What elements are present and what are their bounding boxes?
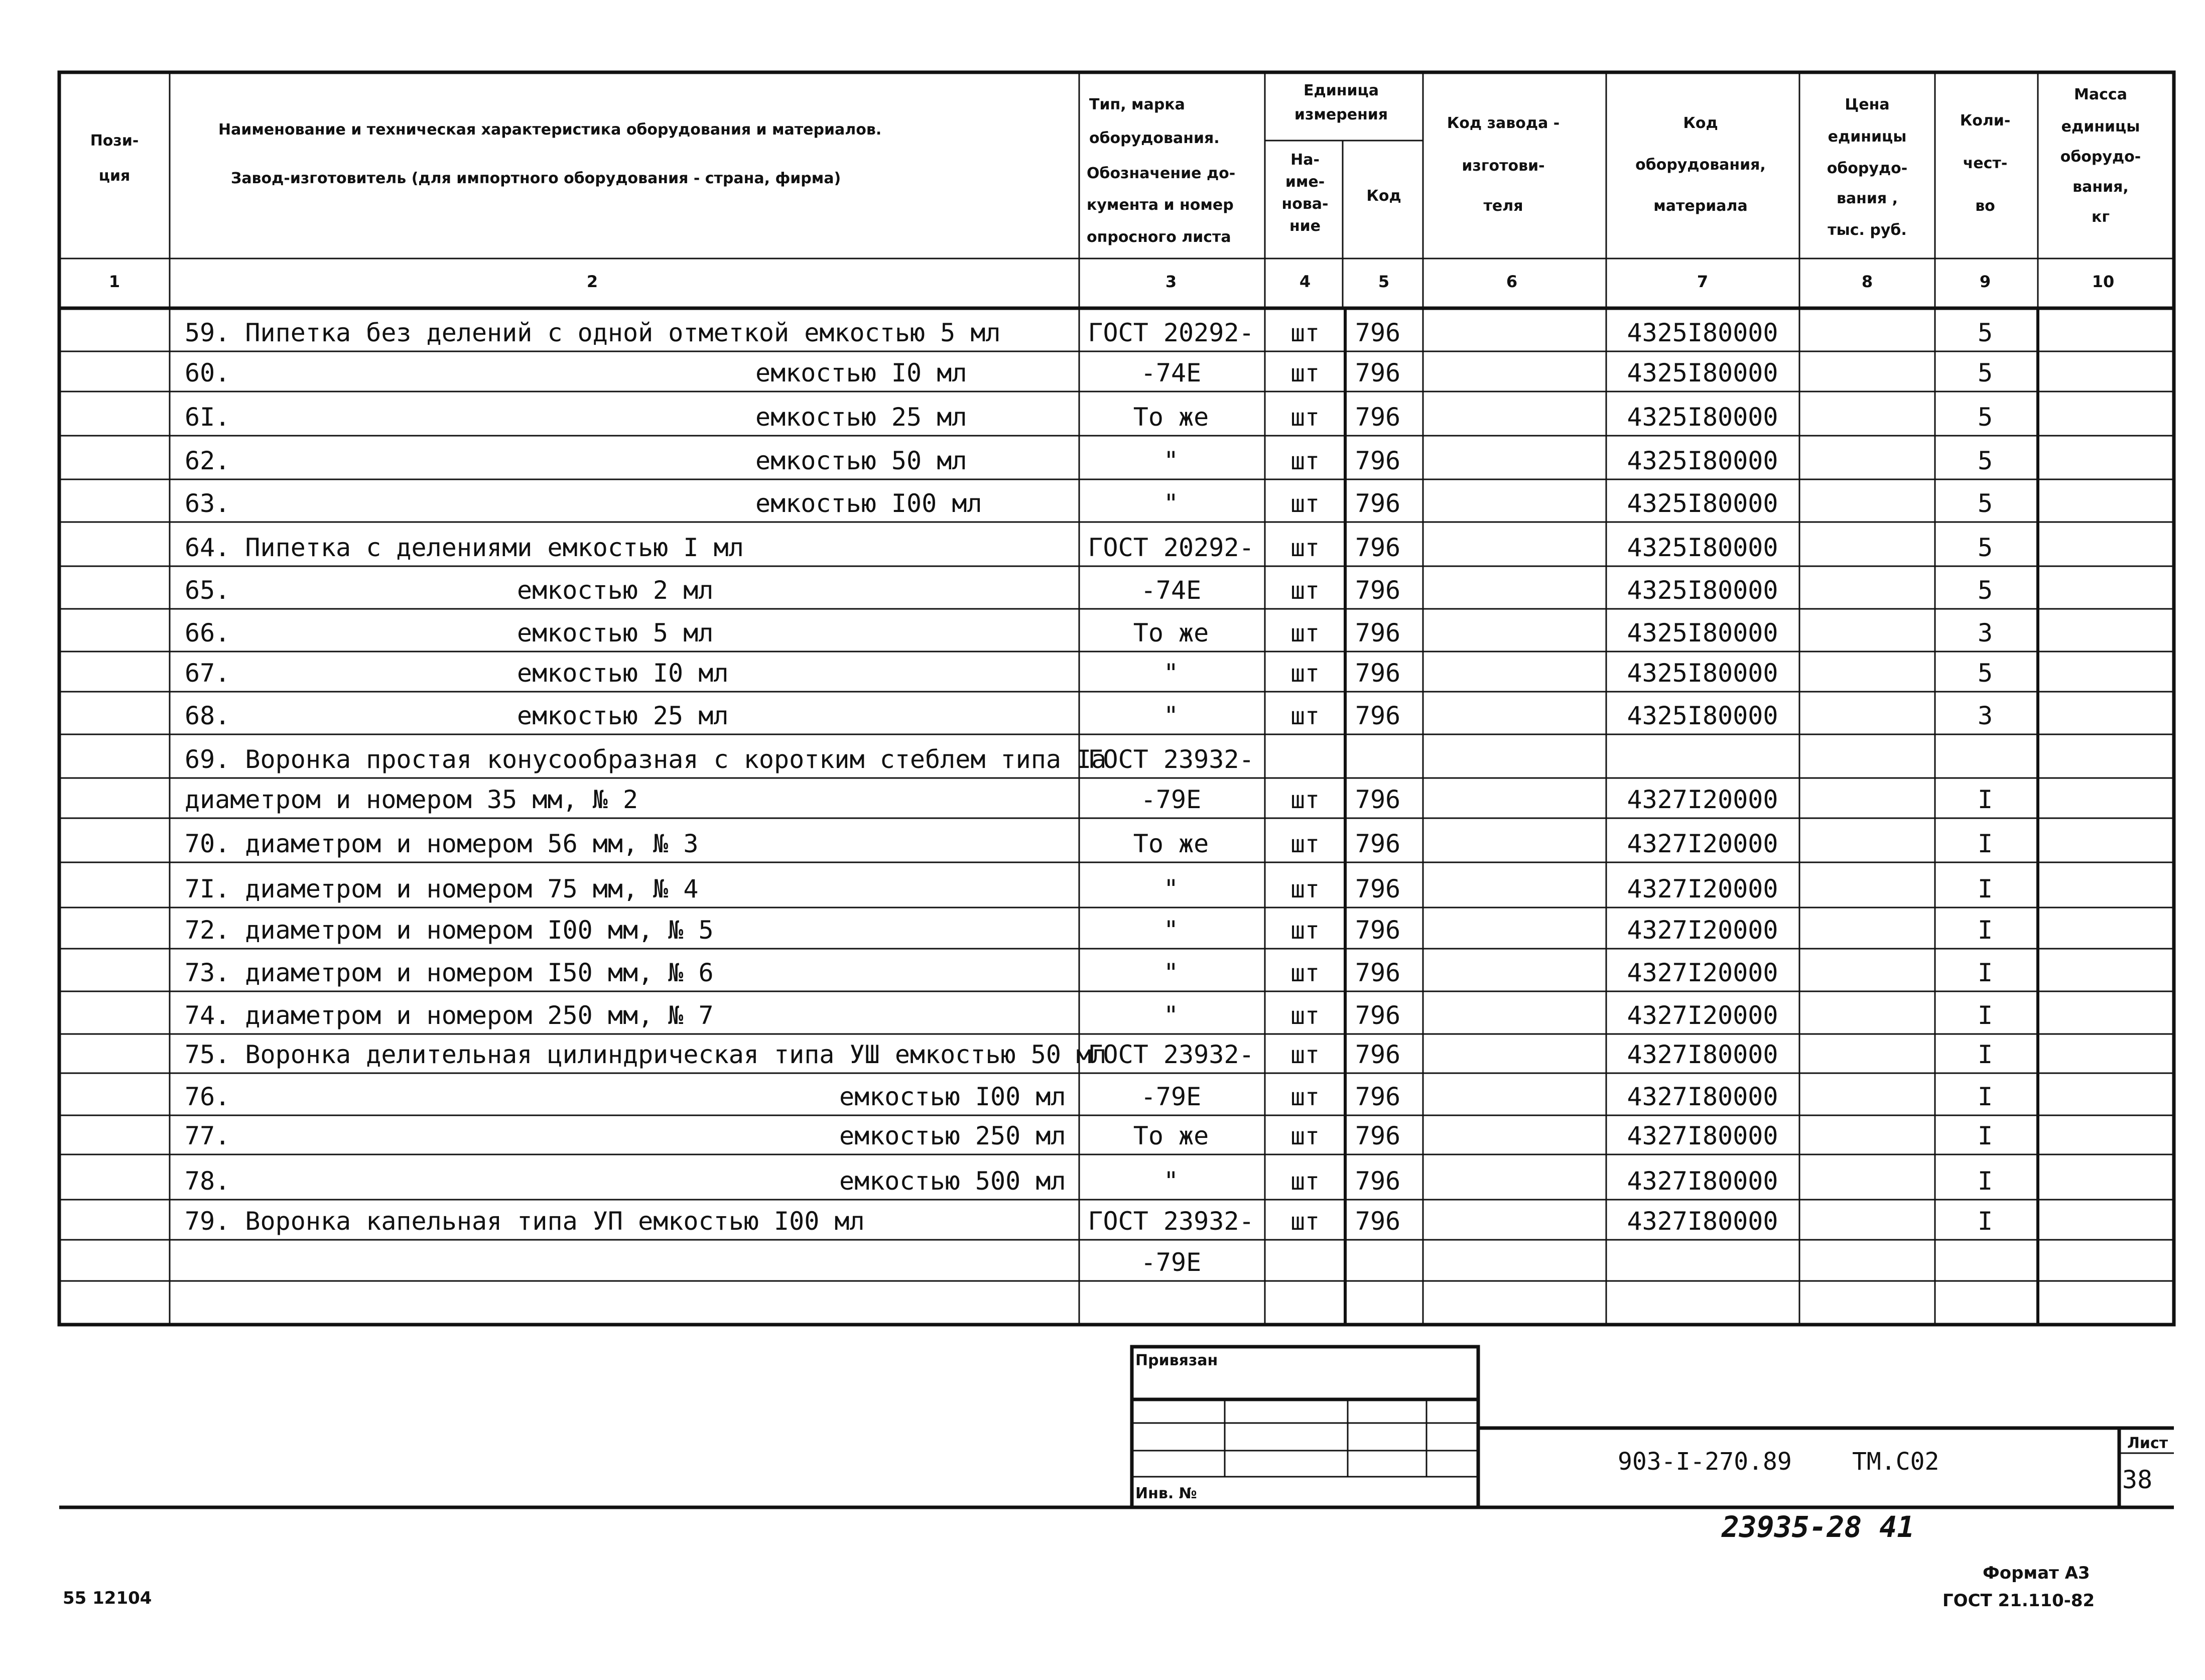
item-unit: шт: [1290, 1002, 1320, 1030]
item-name-detail: емкостью 5 мл: [517, 618, 714, 648]
hdr-col6-l1: Код завода -: [1447, 114, 1560, 132]
table-row: [59, 734, 2174, 774]
item-unit: шт: [1290, 359, 1320, 387]
item-material-code: 4325I80000: [1627, 318, 1778, 347]
item-quantity: I: [1977, 1207, 1993, 1236]
hdr-col3-l3: Обозначение до-: [1087, 165, 1236, 182]
table-row: [59, 949, 2174, 987]
table-row: [59, 908, 2174, 945]
item-unit: шт: [1290, 319, 1320, 347]
item-name: 64. Пипетка с делениями емкостью I мл: [185, 533, 744, 562]
hdr-col10-l3: оборудо-: [2060, 148, 2141, 166]
item-unit-code: 796: [1355, 1082, 1401, 1111]
item-name: 75. Воронка делительная цилиндрическая типа УШ емкостью 50 мл: [185, 1040, 1107, 1069]
hdr-col8-l5: тыс. руб.: [1828, 221, 1907, 239]
item-name: 74. диаметром и номером 250 мм, № 7: [185, 1001, 714, 1030]
item-material-code: 4325I80000: [1627, 701, 1778, 730]
item-name-detail: емкостью 500 мл: [839, 1167, 1066, 1196]
document-code: 903-I-270.89: [1618, 1448, 1792, 1476]
hdr-col4-l2: име-: [1285, 173, 1325, 191]
item-quantity: I: [1977, 874, 1993, 903]
item-unit: шт: [1290, 534, 1320, 562]
item-unit: шт: [1290, 959, 1320, 987]
item-document: ГОСТ 20292-: [1088, 533, 1254, 562]
item-unit: шт: [1290, 702, 1320, 730]
item-name-detail: емкостью 25 мл: [517, 701, 729, 730]
item-quantity: I: [1977, 1121, 1993, 1150]
item-material-code: 4325I80000: [1627, 403, 1778, 432]
item-unit: шт: [1290, 875, 1320, 903]
table-row: [59, 1200, 2174, 1236]
col-number: 7: [1697, 272, 1709, 291]
hdr-col5: Код: [1366, 187, 1401, 205]
item-unit: шт: [1290, 404, 1320, 432]
item-material-code: 4325I80000: [1627, 618, 1778, 648]
hdr-unit-l1: Единица: [1304, 82, 1379, 99]
item-unit-code: 796: [1355, 1207, 1401, 1236]
item-name: 65.: [185, 576, 230, 605]
hdr-col3-l4: кумента и номер: [1087, 196, 1234, 214]
item-quantity: 5: [1977, 659, 1993, 688]
item-unit: шт: [1290, 660, 1320, 688]
item-unit: шт: [1290, 577, 1320, 605]
table-row: [185, 318, 1993, 347]
item-document: То же: [1133, 618, 1209, 648]
item-quantity: I: [1977, 829, 1993, 858]
item-quantity: 5: [1977, 318, 1993, 347]
item-name: 6I.: [185, 403, 230, 432]
hdr-col7-l3: материала: [1653, 197, 1748, 215]
item-unit-code: 796: [1355, 874, 1401, 903]
hdr-col8-l3: оборудо-: [1827, 160, 1908, 177]
item-name: 69. Воронка простая конусообразная с коротким стеблем типа Iа: [185, 745, 1107, 774]
item-name: 59. Пипетка без делений с одной отметкой емкостью 5 мл: [185, 318, 1001, 347]
item-quantity: I: [1977, 1082, 1993, 1111]
table-row: [59, 1240, 2174, 1277]
item-unit: шт: [1290, 619, 1320, 648]
item-quantity: 5: [1977, 358, 1993, 387]
item-unit: шт: [1290, 1041, 1320, 1069]
col-number: 1: [108, 272, 120, 291]
hdr-col2-l1: Наименование и техническая характеристика оборудования и материалов.: [218, 121, 882, 139]
table-header: [90, 82, 2141, 246]
item-document: -79Е: [1140, 785, 1202, 814]
item-name-detail: емкостью I00 мл: [755, 489, 982, 518]
item-unit-code: 796: [1355, 1167, 1401, 1196]
sheet-number: 38: [2122, 1465, 2153, 1494]
item-material-code: 4327I20000: [1627, 874, 1778, 903]
item-document: -79Е: [1140, 1248, 1202, 1277]
item-unit: шт: [1290, 830, 1320, 858]
item-document: ГОСТ 23932-: [1088, 745, 1254, 774]
item-document: То же: [1133, 403, 1209, 432]
item-unit: шт: [1290, 1083, 1320, 1111]
item-document: -74Е: [1140, 358, 1202, 387]
hdr-col10-l1: Масса: [2074, 86, 2127, 103]
item-name: 7I. диаметром и номером 75 мм, № 4: [185, 874, 699, 903]
table-grid: [59, 72, 2174, 1325]
hdr-col8-l1: Цена: [1845, 96, 1890, 113]
item-document: ГОСТ 23932-: [1088, 1207, 1254, 1236]
table-row: [59, 522, 2174, 562]
item-quantity: 3: [1977, 618, 1993, 648]
item-name: 72. диаметром и номером I00 мм, № 5: [185, 916, 714, 945]
item-unit-code: 796: [1355, 318, 1401, 347]
item-document: ": [1163, 1167, 1179, 1196]
item-quantity: 5: [1977, 533, 1993, 562]
item-unit-code: 796: [1355, 489, 1401, 518]
item-unit: шт: [1290, 917, 1320, 945]
handwritten-archive-number: 23935-28 41: [1722, 1510, 1915, 1544]
hdr-col8-l2: единицы: [1828, 128, 1907, 146]
item-material-code: 4327I80000: [1627, 1040, 1778, 1069]
item-quantity: 5: [1977, 489, 1993, 518]
item-material-code: 4327I20000: [1627, 829, 1778, 858]
item-document: ": [1163, 874, 1179, 903]
item-name: 67.: [185, 659, 230, 688]
item-material-code: 4325I80000: [1627, 489, 1778, 518]
item-material-code: 4327I20000: [1627, 916, 1778, 945]
item-unit-code: 796: [1355, 446, 1401, 475]
item-quantity: I: [1977, 1001, 1993, 1030]
item-unit: шт: [1290, 490, 1320, 518]
item-name: 62.: [185, 446, 230, 475]
item-name-detail: емкостью 25 мл: [755, 403, 967, 432]
item-quantity: 5: [1977, 576, 1993, 605]
item-material-code: 4325I80000: [1627, 358, 1778, 387]
hdr-col7-l1: Код: [1683, 114, 1718, 132]
item-name-detail: емкостью 50 мл: [755, 446, 967, 475]
item-unit-code: 796: [1355, 916, 1401, 945]
sheet-label: Лист: [2127, 1435, 2168, 1452]
hdr-col10-l5: кг: [2091, 208, 2110, 226]
table-row: [59, 862, 2174, 903]
item-material-code: 4325I80000: [1627, 533, 1778, 562]
table-row: [59, 1115, 2174, 1150]
table-row: [59, 436, 2174, 475]
item-unit: шт: [1290, 1208, 1320, 1236]
item-unit-code: 796: [1355, 533, 1401, 562]
item-document: ": [1163, 489, 1179, 518]
item-name: 78.: [185, 1167, 230, 1196]
item-name-detail: емкостью I0 мл: [517, 659, 729, 688]
item-name-detail: емкостью 250 мл: [839, 1121, 1066, 1150]
hdr-col3-l5: опросного листа: [1087, 228, 1231, 246]
table-row: [59, 991, 2174, 1030]
format-label: Формат А3: [1983, 1563, 2090, 1583]
item-material-code: 4327I80000: [1627, 1082, 1778, 1111]
item-document: ": [1163, 446, 1179, 475]
item-name-detail: емкостью 2 мл: [517, 576, 714, 605]
item-document: То же: [1133, 829, 1209, 858]
hdr-col4-l1: На-: [1290, 151, 1320, 169]
item-unit-code: 796: [1355, 1121, 1401, 1150]
hdr-col10-l2: единицы: [2061, 118, 2140, 136]
item-name: диаметром и номером 35 мм, № 2: [185, 785, 638, 814]
item-document: ": [1163, 916, 1179, 945]
item-unit-code: 796: [1355, 576, 1401, 605]
item-name: 66.: [185, 618, 230, 648]
item-unit-code: 796: [1355, 358, 1401, 387]
table-row: [59, 1034, 2174, 1069]
col-number: 2: [586, 272, 598, 291]
item-unit-code: 796: [1355, 785, 1401, 814]
item-name: 77.: [185, 1121, 230, 1150]
item-unit-code: 796: [1355, 829, 1401, 858]
document-mark: ТМ.С02: [1852, 1448, 1939, 1476]
item-material-code: 4325I80000: [1627, 659, 1778, 688]
item-name: 73. диаметром и номером I50 мм, № 6: [185, 958, 714, 987]
table-row: [59, 692, 2174, 730]
col-number: 10: [2092, 272, 2115, 291]
col-number: 3: [1165, 272, 1177, 291]
hdr-col3-l1: Тип, марка: [1089, 96, 1185, 113]
item-name: 68.: [185, 701, 230, 730]
table-row: [59, 566, 2174, 605]
item-material-code: 4327I80000: [1627, 1207, 1778, 1236]
item-document: -74Е: [1140, 576, 1202, 605]
item-material-code: 4327I80000: [1627, 1167, 1778, 1196]
item-unit-code: 796: [1355, 701, 1401, 730]
footer: [59, 1507, 2174, 1611]
item-name-detail: емкостью I00 мл: [839, 1082, 1066, 1111]
hdr-col4-l3: нова-: [1281, 195, 1329, 213]
item-unit-code: 796: [1355, 618, 1401, 648]
item-unit: шт: [1290, 447, 1320, 475]
hdr-col6-l2: изготови-: [1462, 157, 1545, 175]
hdr-col7-l2: оборудования,: [1635, 156, 1766, 174]
hdr-col9-l2: чест-: [1963, 155, 2008, 172]
hdr-unit-l2: измерения: [1294, 106, 1388, 123]
table-row: [59, 351, 2174, 387]
item-document: ": [1163, 1001, 1179, 1030]
item-unit-code: 796: [1355, 403, 1401, 432]
column-numbers: [109, 272, 2114, 291]
col-number: 8: [1861, 272, 1873, 291]
data-rows: [59, 318, 2174, 1281]
hdr-col9-l3: во: [1975, 197, 1995, 215]
item-quantity: I: [1977, 916, 1993, 945]
item-name: 63.: [185, 489, 230, 518]
item-material-code: 4327I20000: [1627, 785, 1778, 814]
item-unit: шт: [1290, 1122, 1320, 1150]
hdr-col6-l3: теля: [1483, 197, 1523, 215]
hdr-col8-l4: вания ,: [1836, 190, 1898, 207]
table-row: [59, 818, 2174, 858]
item-quantity: 5: [1977, 446, 1993, 475]
item-unit-code: 796: [1355, 1040, 1401, 1069]
col-number: 9: [1979, 272, 1991, 291]
hdr-col10-l4: вания,: [2072, 178, 2129, 196]
hdr-col1-l2: ция: [98, 167, 131, 185]
item-name-detail: емкостью I0 мл: [755, 358, 967, 387]
item-material-code: 4327I80000: [1627, 1121, 1778, 1150]
hdr-col3-l2: оборудования.: [1089, 130, 1220, 147]
item-material-code: 4325I80000: [1627, 576, 1778, 605]
item-quantity: I: [1977, 958, 1993, 987]
table-row: [59, 609, 2174, 648]
item-name: 60.: [185, 358, 230, 387]
item-name: 79. Воронка капельная типа УП емкостью I00 мл: [185, 1207, 865, 1236]
item-document: ": [1163, 958, 1179, 987]
table-row: [59, 778, 2174, 814]
item-document: ": [1163, 659, 1179, 688]
item-unit: шт: [1290, 786, 1320, 814]
gost-label: ГОСТ 21.110-82: [1942, 1591, 2095, 1611]
item-document: ГОСТ 23932-: [1088, 1040, 1254, 1069]
item-unit-code: 796: [1355, 1001, 1401, 1030]
item-name: 76.: [185, 1082, 230, 1111]
item-unit-code: 796: [1355, 659, 1401, 688]
item-document: То же: [1133, 1121, 1209, 1150]
item-quantity: I: [1977, 785, 1993, 814]
hdr-col1-l1: Пози-: [90, 132, 139, 150]
col-number: 5: [1378, 272, 1390, 291]
table-row: [59, 479, 2174, 518]
item-document: ": [1163, 701, 1179, 730]
hdr-col9-l1: Коли-: [1960, 112, 2011, 130]
item-quantity: I: [1977, 1167, 1993, 1196]
item-quantity: I: [1977, 1040, 1993, 1069]
table-row: [59, 1154, 2174, 1196]
item-quantity: 3: [1977, 701, 1993, 730]
privyazan-label: Привязан: [1135, 1352, 1218, 1369]
left-code: 55 12104: [63, 1588, 152, 1608]
inventory-number-label: Инв. №: [1135, 1485, 1197, 1502]
col-number: 6: [1506, 272, 1518, 291]
item-material-code: 4327I20000: [1627, 958, 1778, 987]
item-material-code: 4325I80000: [1627, 446, 1778, 475]
col-number: 4: [1299, 272, 1311, 291]
item-unit: шт: [1290, 1168, 1320, 1196]
table-row: [59, 392, 2174, 432]
hdr-col2-l2: Завод-изготовитель (для импортного оборудования - страна, фирма): [231, 170, 841, 187]
hdr-col4-l4: ние: [1289, 217, 1321, 235]
table-row: [59, 1073, 2174, 1111]
item-quantity: 5: [1977, 403, 1993, 432]
item-document: -79Е: [1140, 1082, 1202, 1111]
item-material-code: 4327I20000: [1627, 1001, 1778, 1030]
item-document: ГОСТ 20292-: [1088, 318, 1254, 347]
table-row: [59, 652, 2174, 688]
item-name: 70. диаметром и номером 56 мм, № 3: [185, 829, 699, 858]
item-unit-code: 796: [1355, 958, 1401, 987]
title-block: [1132, 1347, 2174, 1507]
